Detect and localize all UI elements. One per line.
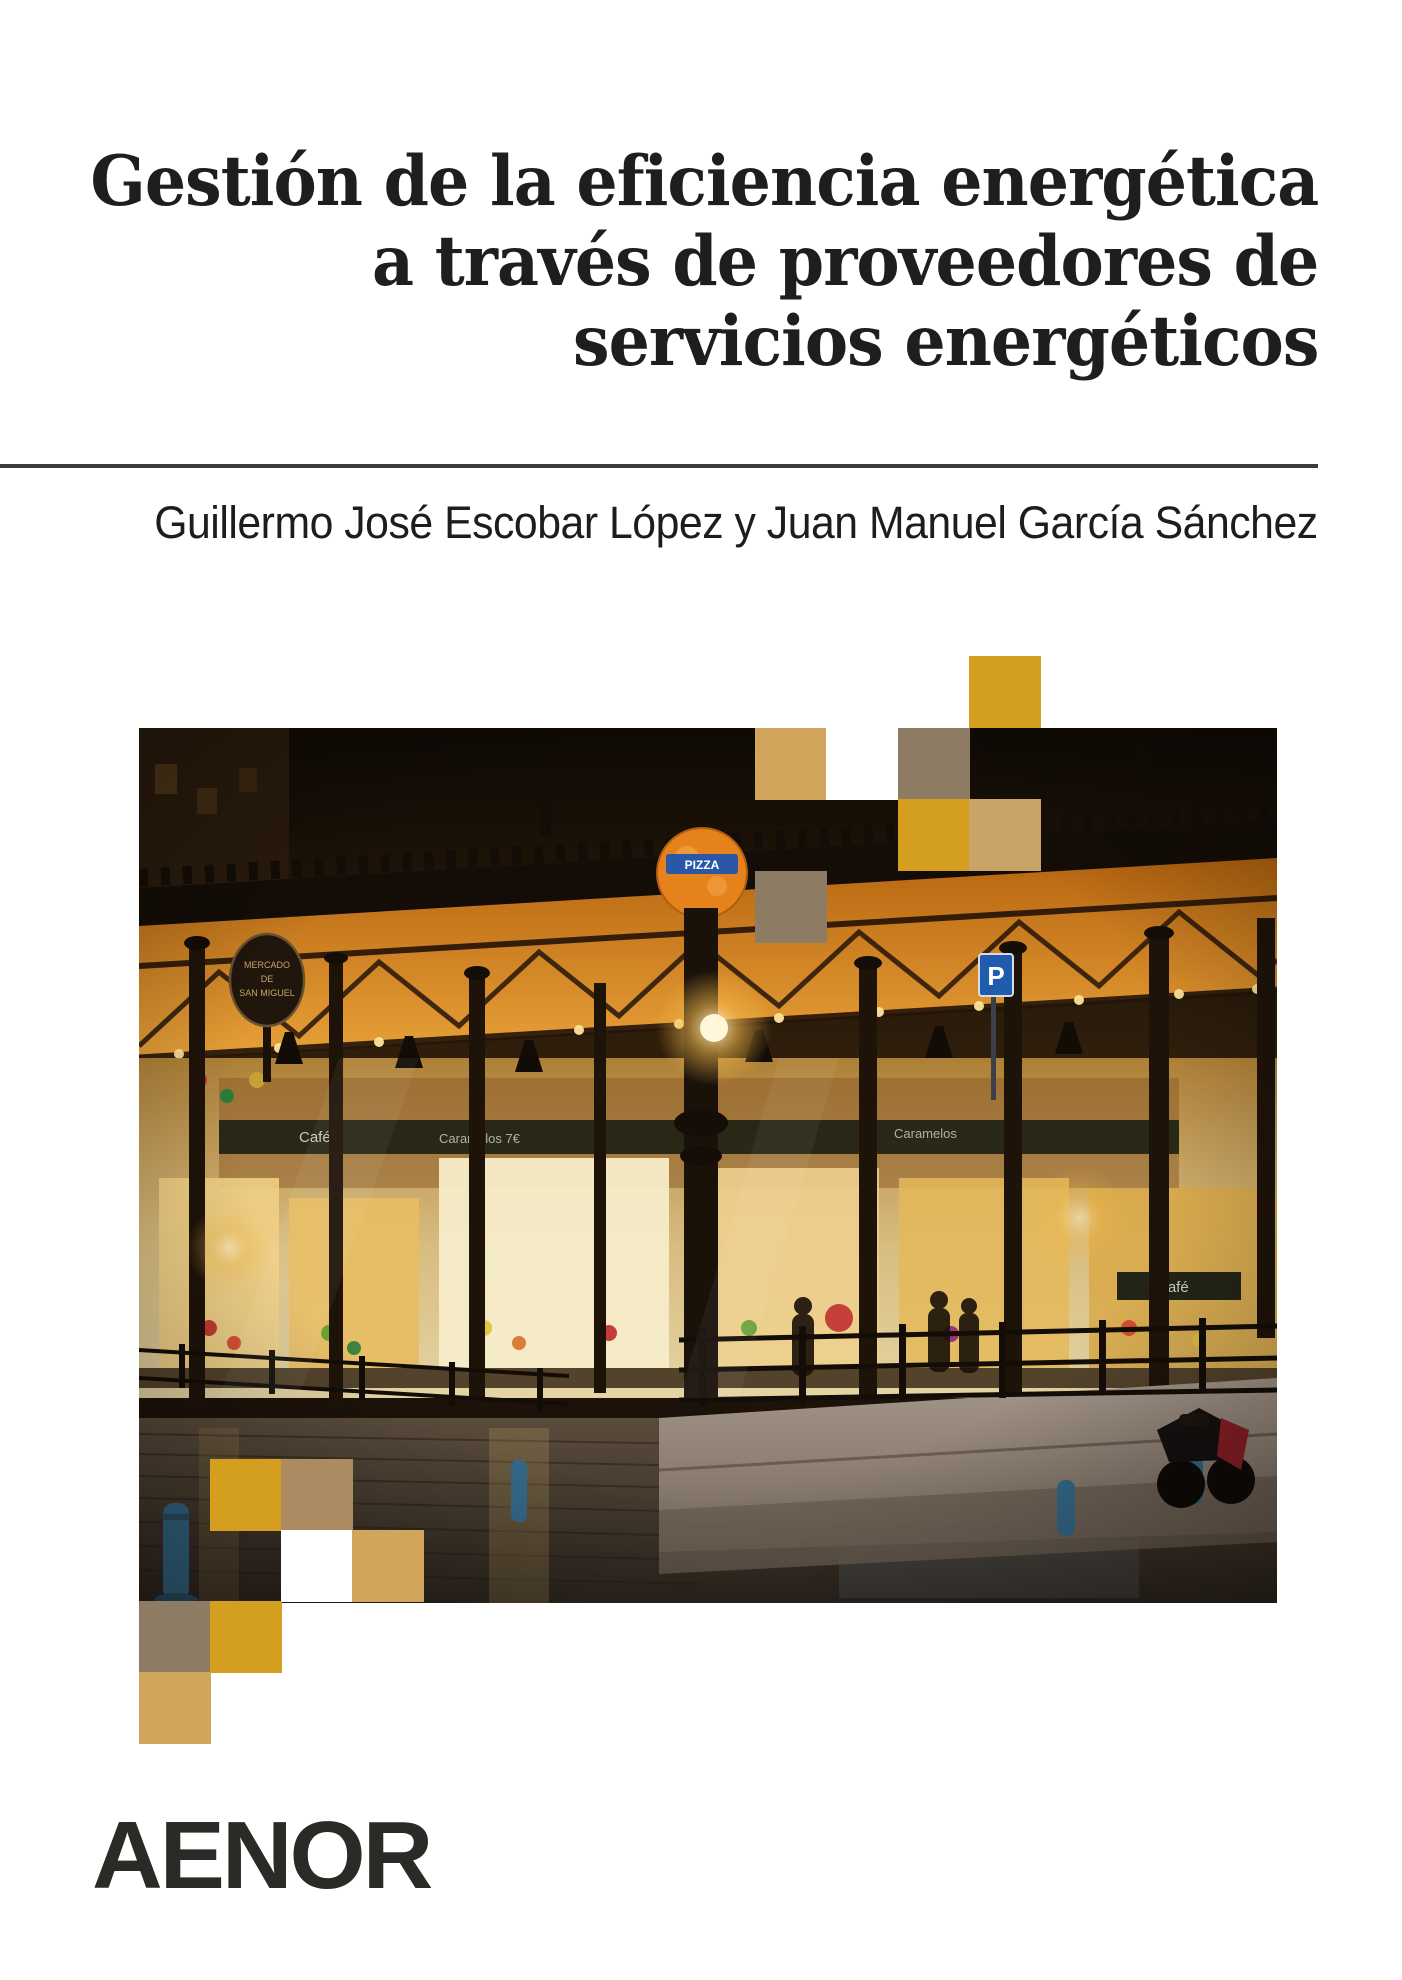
deco-square-taupe_light: [281, 1459, 353, 1531]
deco-square-taupe: [898, 728, 970, 800]
deco-square-tan: [755, 728, 827, 800]
deco-square-taupe: [139, 1601, 211, 1673]
title-line-2: a través de proveedores de: [371, 221, 1318, 302]
publisher-logo: AENOR: [92, 1802, 431, 1909]
title-line-1: Gestión de la eficiencia energética: [89, 141, 1318, 222]
title-line-3: servicios energéticos: [572, 301, 1318, 382]
title-divider-rule: [0, 464, 1318, 468]
deco-square-gold: [969, 656, 1041, 728]
deco-square-gold: [210, 1601, 282, 1673]
deco-square-tan: [352, 1530, 424, 1602]
deco-square-tan: [139, 1672, 211, 1744]
book-title: [90, 142, 1318, 382]
author-line: Guillermo José Escobar López y Juan Manuel García Sánchez: [154, 497, 1318, 548]
deco-square-taupe: [755, 871, 827, 943]
deco-square-white: [281, 1530, 353, 1602]
deco-square-white: [826, 728, 898, 800]
deco-square-gold: [210, 1459, 282, 1531]
deco-square-gold: [898, 799, 970, 871]
deco-square-tan_light: [969, 799, 1041, 871]
